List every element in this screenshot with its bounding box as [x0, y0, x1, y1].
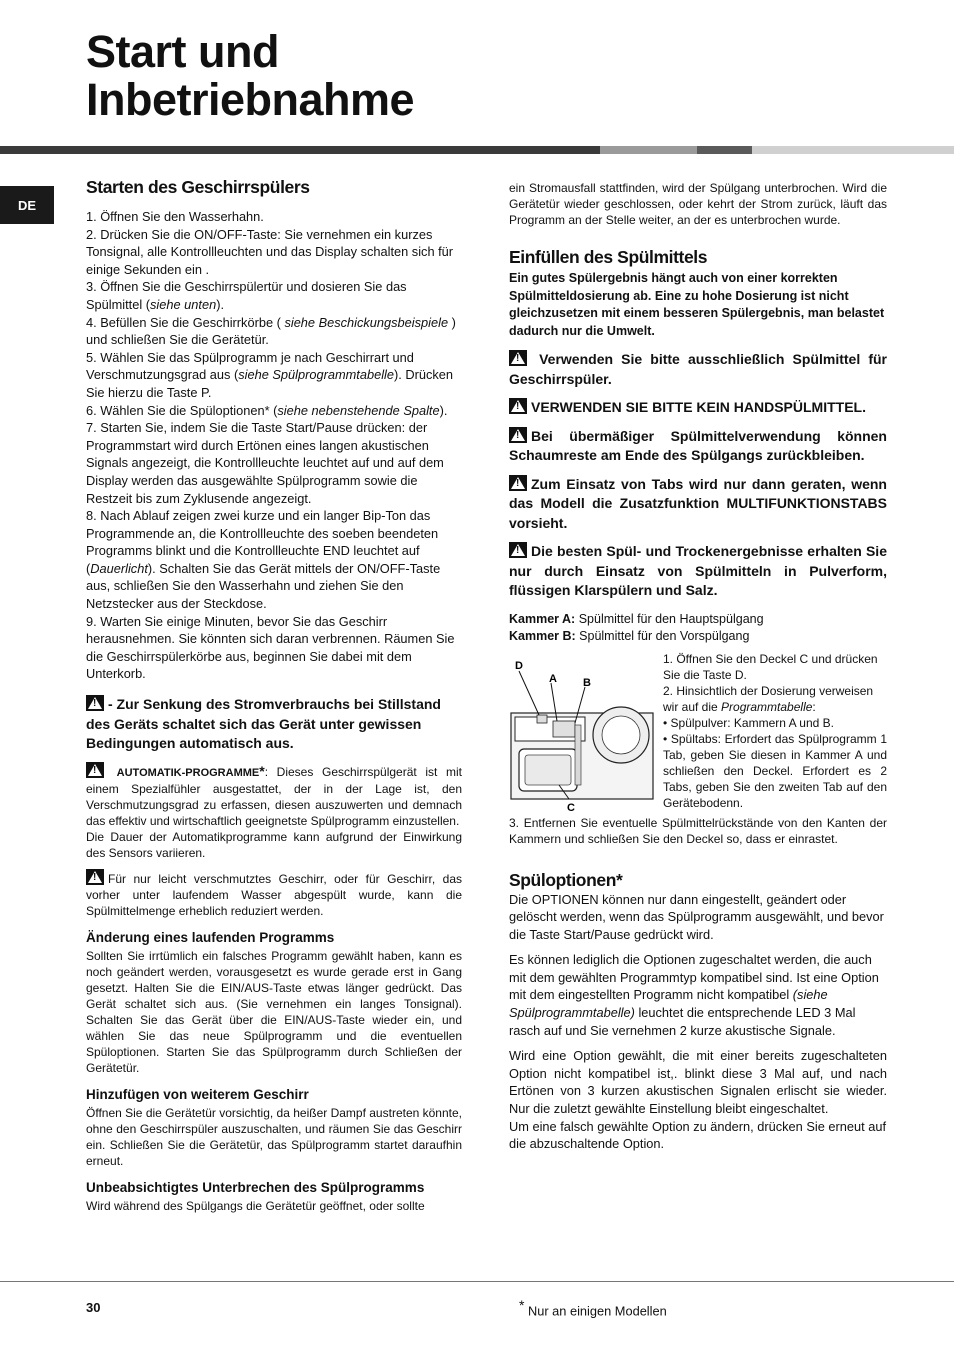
footnote: * Nur an einigen Modellen — [519, 1297, 667, 1319]
language-badge: DE — [0, 186, 54, 224]
dose-bullet-tabs: • Spültabs: Erfordert das Spülprogramm 1 Tab, geben Sie diesen in Kammer A und schließen den Deckel. Erfordert es 2 Tabs, geben Sie den zweiten Tab auf den Gerätebodenn. — [663, 731, 887, 810]
step-9: 9. Warten Sie einige Minuten, bevor Sie das Geschirr herausnehmen. Sie könnten sich daran verbrennen. Räumen Sie die Geschirrspülerkörbe aus, beginnen Sie dabei mit dem Unterkorb. — [86, 613, 455, 682]
page-title — [86, 28, 414, 124]
dose-step-2: 2. Hinsichtlich der Dosierung verweisen wir auf die Programmtabelle: — [663, 683, 874, 714]
options-heading: Spüloptionen* — [509, 869, 623, 890]
dispenser-diagram — [509, 657, 655, 815]
diagram-label-d: D — [515, 659, 523, 672]
detergent-warning-5: !Die besten Spül- und Trockenergebnisse erhalten Sie nur durch Einsatz von Spülmitteln in Pulverform, flüssigen Klarspülern und Salz. — [509, 542, 887, 601]
energy-warning: !- Zur Senkung des Stromverbrauchs bei Stillstand des Geräts schaltet sich das Gerät unter gewissen Bedingungen automatisch aus. — [86, 695, 462, 754]
add-dishes-heading: Hinzufügen von weiterem Geschirr — [86, 1086, 309, 1102]
step-2: 2. Drücken Sie die ON/OFF-Taste: Sie vernehmen ein kurzes Tonsignal, alle Kontrollleuchten und das Display schalten sich für einige Sekunden ein . — [86, 226, 454, 277]
interrupt-heading: Unbeabsichtigtes Unterbrechen des Spülprogramms — [86, 1179, 425, 1195]
header-bar-accent — [697, 146, 752, 154]
chamber-legend: Kammer A: Spülmittel für den Hauptspülgang Kammer B: Spülmittel für den Vorspülgang — [509, 611, 764, 643]
warning-icon — [86, 762, 104, 778]
dose-step-3: 3. Entfernen Sie eventuelle Spülmittelrückstände von den Kanten der Kammern und schließen Sie den Deckel so, dass er einrastet. — [509, 815, 887, 846]
options-p1: Die OPTIONEN können nur dann eingestellt, geändert oder gelöscht werden, wenn das Spülprogramm ausgewählt, und bevor die Taste Start/Pause gedrückt wird. — [509, 891, 884, 942]
step-5: 5. Wählen Sie das Spülprogramm je nach Geschirrart und Verschmutzungsgrad aus (siehe Spülprogrammtabelle). Drücken Sie hierzu die Taste P. — [86, 349, 454, 400]
warning-icon — [509, 350, 527, 366]
light-soiled-note: !Für nur leicht verschmutztes Geschirr, oder für Geschirr, das vorher unter laufendem Wasser abgespült wurde, kann die Spülmittelmenge erheblich reduziert werden. — [86, 869, 462, 919]
page-number: 30 — [86, 1300, 101, 1315]
step-6: 6. Wählen Sie die Spüloptionen* (siehe nebenstehende Spalte). — [86, 402, 448, 418]
section-heading-start: Starten des Geschirrspülers — [86, 177, 310, 197]
step-1: 1. Öffnen Sie den Wasserhahn. — [86, 209, 264, 224]
fill-intro: Ein gutes Spülergebnis hängt auch von einer korrekten Spülmitteldosierung ab. Eine zu hohe Dosierung ist nicht gleichzusetzen mit einem besseren Spülergebnis, man belastet dadurch nur die Umwelt. — [509, 271, 885, 338]
diagram-label-b: B — [583, 676, 591, 689]
detergent-warning-3: !Bei übermäßiger Spülmittelverwendung können Schaumreste am Ende des Spülgangs zurückbleiben. — [509, 427, 887, 466]
title-line-1: Start und — [86, 26, 279, 77]
dosing-section — [509, 651, 887, 847]
header-bar-dark — [0, 146, 600, 154]
options-p3: Wird eine Option gewählt, die mit einer bereits zugeschalteten Option nicht kompatibel ist,. blinkt diese 3 Mal auf, und nach Ertönen von 3 kurzen akustischen Signalen erlischt sie wieder. Nur die zuletzt gewählte Einstellung bleibt eingeschaltet. — [509, 1048, 887, 1117]
step-4: 4. Befüllen Sie die Geschirrkörbe ( siehe Beschickungsbeispiele ) und schließen Sie die Gerätetür. — [86, 314, 456, 348]
step-8: 8. Nach Ablauf zeigen zwei kurze und ein langer Bip-Ton das Programmende an, die Kontrollleuchte des soeben beendeten Programms blinkt und die Kontrollleuchte END leuchtet auf (Dauerlicht). Schalten Sie das Gerät mittels der ON/OFF-Taste aus, schließen Sie den Wasserhahn und ziehen Sie den Netzstecker aus der Steckdose. — [86, 508, 441, 612]
start-steps — [86, 208, 462, 683]
right-column — [509, 180, 887, 1153]
fill-detergent-heading: Einfüllen des Spülmittels — [509, 247, 708, 267]
detergent-warning-1: ! Verwenden Sie bitte ausschließlich Spülmittel für Geschirrspüler. — [509, 350, 887, 389]
title-line-2: Inbetriebnahme — [86, 74, 415, 125]
change-program-text: Sollten Sie irrtümlich ein falsches Programm gewählt haben, kann es noch geändert werden, vorausgesetzt es wurde gerade erst in Gang gesetzt. Halten Sie die EIN/AUS-Taste etwas länger gedrückt. Das Gerät schaltet sich aus. (Sie vernehmen ein langes Tonsignal). Schalten Sie das Gerät über die EIN/AUS-Taste wieder ein, und wählen Sie das neue Spülprogramm und die eventuellen Spüloptionen. Starten Sie das Spülprogramm durch Schließen der Gerätetür. — [86, 948, 462, 1075]
options-p4: Um eine falsch gewählte Option zu ändern, drücken Sie erneut auf die abzuschaltende Option. — [509, 1118, 887, 1152]
dose-bullet-powder: • Spülpulver: Kammern A und B. — [663, 715, 834, 730]
interrupt-text: Wird während des Spülgangs die Gerätetür geöffnet, oder sollte — [86, 1198, 425, 1213]
diagram-label-c: C — [567, 801, 575, 814]
warning-icon — [509, 398, 527, 414]
detergent-warning-2: !VERWENDEN SIE BITTE KEIN HANDSPÜLMITTEL. — [509, 398, 887, 418]
detergent-warning-4: !Zum Einsatz von Tabs wird nur dann geraten, wenn das Modell die Zusatzfunktion MULTIFUNKTIONSTABS vorsieht. — [509, 475, 887, 534]
diagram-label-a: A — [549, 672, 557, 685]
header-bar-mid — [600, 146, 697, 154]
auto-programs: ! AUTOMATIK-PROGRAMME*: Dieses Geschirrspülgerät ist mit einem Spezialfühler ausgestattet, der in der Lage ist, den Verschmutzungsgrad zu erfassen, diesen auszuwerten und demnach das effektiv und wirtschaftlich geeignetste Spülprogramm einzustellen. Die Dauer der Automatikprogramme kann aufgrund der Einwirkung des Sensors variieren. — [86, 762, 462, 861]
change-program-heading: Änderung eines laufenden Programms — [86, 929, 335, 945]
step-7: 7. Starten Sie, indem Sie die Taste Start/Pause drücken: der Programmstart wird durch Ertönen eines langen akustischen Signals angezeigt, die Kontrollleuchte leuchtet auf und auf dem Display werden das ausgewählte Spülprogramm sowie die Restzeit bis zum Zyklusende angezeigt. — [86, 420, 444, 506]
header-bar-light — [752, 146, 954, 154]
left-column — [86, 176, 462, 1214]
add-dishes-text: Öffnen Sie die Gerätetür vorsichtig, da heißer Dampf austreten könnte, ohne den Geschirrspüler auszuschalten, und räumen Sie das Geschirr ein. Schließen Sie die Gerätetür, das Spülprogramm startet daraufhin erneut. — [86, 1105, 462, 1168]
footer-divider — [0, 1281, 954, 1282]
warning-icon — [509, 542, 527, 558]
interrupt-continued: ein Stromausfall stattfinden, wird der Spülgang unterbrochen. Wird die Gerätetür wieder geschlossen, oder kehrt der Strom zurück, läuft das Programm an der Stelle weiter, an der es unterbrochen wurde. — [509, 181, 887, 227]
warning-icon — [86, 695, 104, 711]
warning-icon — [509, 475, 527, 491]
dose-step-1: 1. Öffnen Sie den Deckel C und drücken Sie die Taste D. — [663, 651, 878, 682]
options-p2: Es können lediglich die Optionen zugeschaltet werden, die auch mit dem gewählten Programmtyp kompatibel sind. Ist eine Option mit dem eingestellten Programm nicht kompatibel (siehe Spülprogrammtabelle) leuchtet die entsprechende LED 3 Mal rasch auf und Sie vernehmen 2 kurze akustische Signale. — [509, 952, 879, 1038]
step-3: 3. Öffnen Sie die Geschirrspülertür und dosieren Sie das Spülmittel (siehe unten). — [86, 279, 407, 312]
warning-icon — [86, 869, 104, 885]
warning-icon — [509, 427, 527, 443]
